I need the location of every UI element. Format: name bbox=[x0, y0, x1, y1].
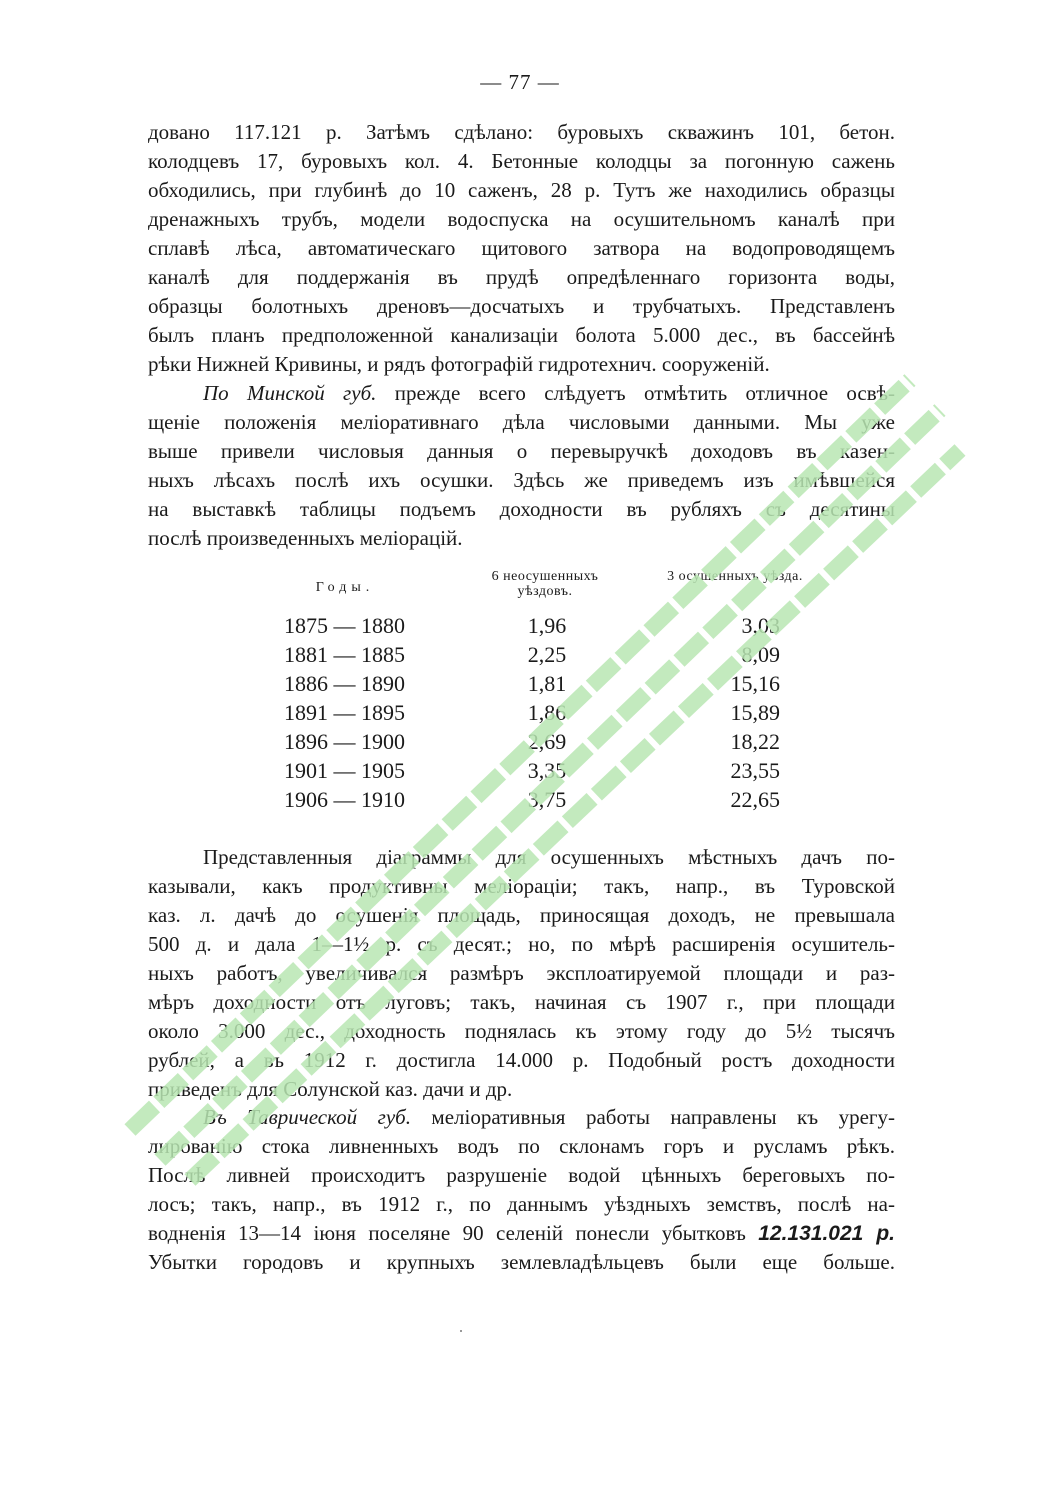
table-header-improved: 3 осушенныхъ уѣзда. bbox=[667, 569, 803, 584]
cell-unimproved: 1,86 bbox=[527, 700, 567, 725]
table-header-years: Годы. bbox=[315, 580, 375, 595]
damage-sum: 12.131.021 р. bbox=[758, 1222, 895, 1245]
cell-years: 1891 — 1895 bbox=[284, 700, 405, 725]
text-line: мѣръ доходности отъ луговъ; такъ, начиная съ 1907 г., при площади bbox=[148, 990, 895, 1014]
cell-improved: 15,89 bbox=[730, 700, 780, 725]
text-line: ныхъ работъ, увеличивался размѣръ эксплоатируемой площади и раз- bbox=[148, 961, 895, 985]
cell-improved: 23,55 bbox=[730, 758, 780, 783]
cell-years: 1875 — 1880 bbox=[284, 613, 405, 638]
table-row bbox=[270, 613, 830, 642]
text-line: Послѣ ливней происходитъ разрушеніе водой цѣнныхъ береговыхъ по- bbox=[148, 1163, 895, 1187]
cell-unimproved: 2,69 bbox=[527, 729, 567, 754]
text-line: рѣки Нижней Кривины, и рядъ фотографій гидротехнич. сооруженій. bbox=[148, 352, 770, 376]
text-line: около 3.000 дес., доходность поднялась къ этому году до 5½ тысячъ bbox=[148, 1019, 895, 1043]
region-heading-minsk: По Минской губ. bbox=[203, 381, 377, 405]
text-fragment: водненія 13—14 іюня поселяне 90 селеній понесли убытковъ bbox=[148, 1221, 759, 1245]
text-line: на выставкѣ таблицы подъемъ доходности въ рубляхъ съ десятины bbox=[148, 497, 895, 521]
table-row bbox=[270, 671, 830, 700]
text-line: каз. л. дачѣ до осушенія площадь, приносящая доходъ, не превышала bbox=[148, 903, 895, 927]
cell-unimproved: 1,81 bbox=[527, 671, 567, 696]
cell-years: 1906 — 1910 bbox=[284, 787, 405, 812]
table-row bbox=[270, 787, 830, 816]
cell-years: 1886 — 1890 bbox=[284, 671, 405, 696]
cell-years: 1881 — 1885 bbox=[284, 642, 405, 667]
table-row bbox=[270, 642, 830, 671]
region-heading-taurida: Въ Таврической губ. bbox=[203, 1105, 411, 1129]
text-line: лированію стока ливненныхъ водъ по склонамъ горъ и русламъ рѣкъ. bbox=[148, 1134, 895, 1158]
text-line bbox=[148, 379, 895, 408]
text-line: щеніе положенія меліоративнаго дѣла числовыми данными. Мы уже bbox=[148, 410, 895, 434]
text-line: казывали, какъ продуктивны меліораціи; такъ, напр., въ Туровской bbox=[148, 874, 895, 898]
text-line bbox=[148, 1219, 895, 1248]
cell-improved: 18,22 bbox=[730, 729, 780, 754]
table-row bbox=[270, 700, 830, 729]
page-number: — 77 — bbox=[480, 70, 560, 94]
text-line: каналѣ для поддержанія въ прудѣ опредѣленнаго горизонта воды, bbox=[148, 265, 895, 289]
cell-improved: 3,03 bbox=[741, 613, 780, 638]
scan-speck bbox=[460, 1330, 462, 1332]
text-fragment: меліоративныя работы направлены къ урегу- bbox=[410, 1105, 895, 1129]
table-header-unimproved: 6 неосушенныхъ уѣздовъ. bbox=[491, 569, 599, 599]
text-line: Представленныя діаграммы для осушенныхъ мѣстныхъ дачъ по- bbox=[203, 845, 895, 869]
text-line: ныхъ лѣсахъ послѣ ихъ осушки. Здѣсь же приведемъ изъ имѣвшейся bbox=[148, 468, 895, 492]
cell-unimproved: 3,75 bbox=[527, 787, 567, 812]
cell-unimproved: 3,35 bbox=[527, 758, 567, 783]
text-line: дренажныхъ трубъ, модели водоспуска на осушительномъ каналѣ при bbox=[148, 207, 895, 231]
text-line: 500 д. и дала 1—1½ р. съ десят.; но, по мѣрѣ расширенія осушитель- bbox=[148, 932, 895, 956]
table-row bbox=[270, 729, 830, 758]
text-line: довано 117.121 р. Затѣмъ сдѣлано: буровыхъ скважинъ 101, бетон. bbox=[148, 120, 895, 144]
paragraph-4 bbox=[148, 1103, 895, 1277]
cell-years: 1901 — 1905 bbox=[284, 758, 405, 783]
text-fragment: прежде всего слѣдуетъ отмѣтить отличное освѣ- bbox=[376, 381, 895, 405]
text-line: образцы болотныхъ дреновъ—досчатыхъ и трубчатыхъ. Представленъ bbox=[148, 294, 895, 318]
cell-improved: 8,09 bbox=[741, 642, 780, 667]
cell-unimproved: 1,96 bbox=[527, 613, 567, 638]
text-line: обходились, при глубинѣ до 10 саженъ, 28 р. Тутъ же находились образцы bbox=[148, 178, 895, 202]
text-line: послѣ произведенныхъ меліорацій. bbox=[148, 526, 463, 550]
text-line: рублей, а въ 1912 г. достигла 14.000 р. Подобный ростъ доходности bbox=[148, 1048, 895, 1072]
cell-years: 1896 — 1900 bbox=[284, 729, 405, 754]
text-line: выше привели числовыя данныя о перевыручкѣ доходовъ въ казен- bbox=[148, 439, 895, 463]
text-line: Убытки городовъ и крупныхъ землевладѣльцевъ были еще больше. bbox=[148, 1250, 895, 1274]
cell-improved: 15,16 bbox=[730, 671, 780, 696]
cell-unimproved: 2,25 bbox=[527, 642, 567, 667]
paragraph-1 bbox=[148, 118, 895, 379]
text-line: сплавѣ лѣса, автоматическаго щитового затвора на водопроводящемъ bbox=[148, 236, 895, 260]
text-line: колодцевъ 17, буровыхъ кол. 4. Бетонные колодцы за погонную сажень bbox=[148, 149, 895, 173]
paragraph-2 bbox=[148, 379, 895, 553]
text-line: былъ планъ предположенной канализаціи болота 5.000 дес., въ бассейнѣ bbox=[148, 323, 895, 347]
text-line: приведенъ для Солунской каз. дачи и др. bbox=[148, 1077, 513, 1101]
text-line: лосъ; такъ, напр., въ 1912 г., по даннымъ уѣздныхъ земствъ, послѣ на- bbox=[148, 1192, 895, 1216]
text-line bbox=[148, 1103, 895, 1132]
cell-improved: 22,65 bbox=[730, 787, 780, 812]
paragraph-3 bbox=[148, 843, 895, 1104]
table-row bbox=[270, 758, 830, 787]
